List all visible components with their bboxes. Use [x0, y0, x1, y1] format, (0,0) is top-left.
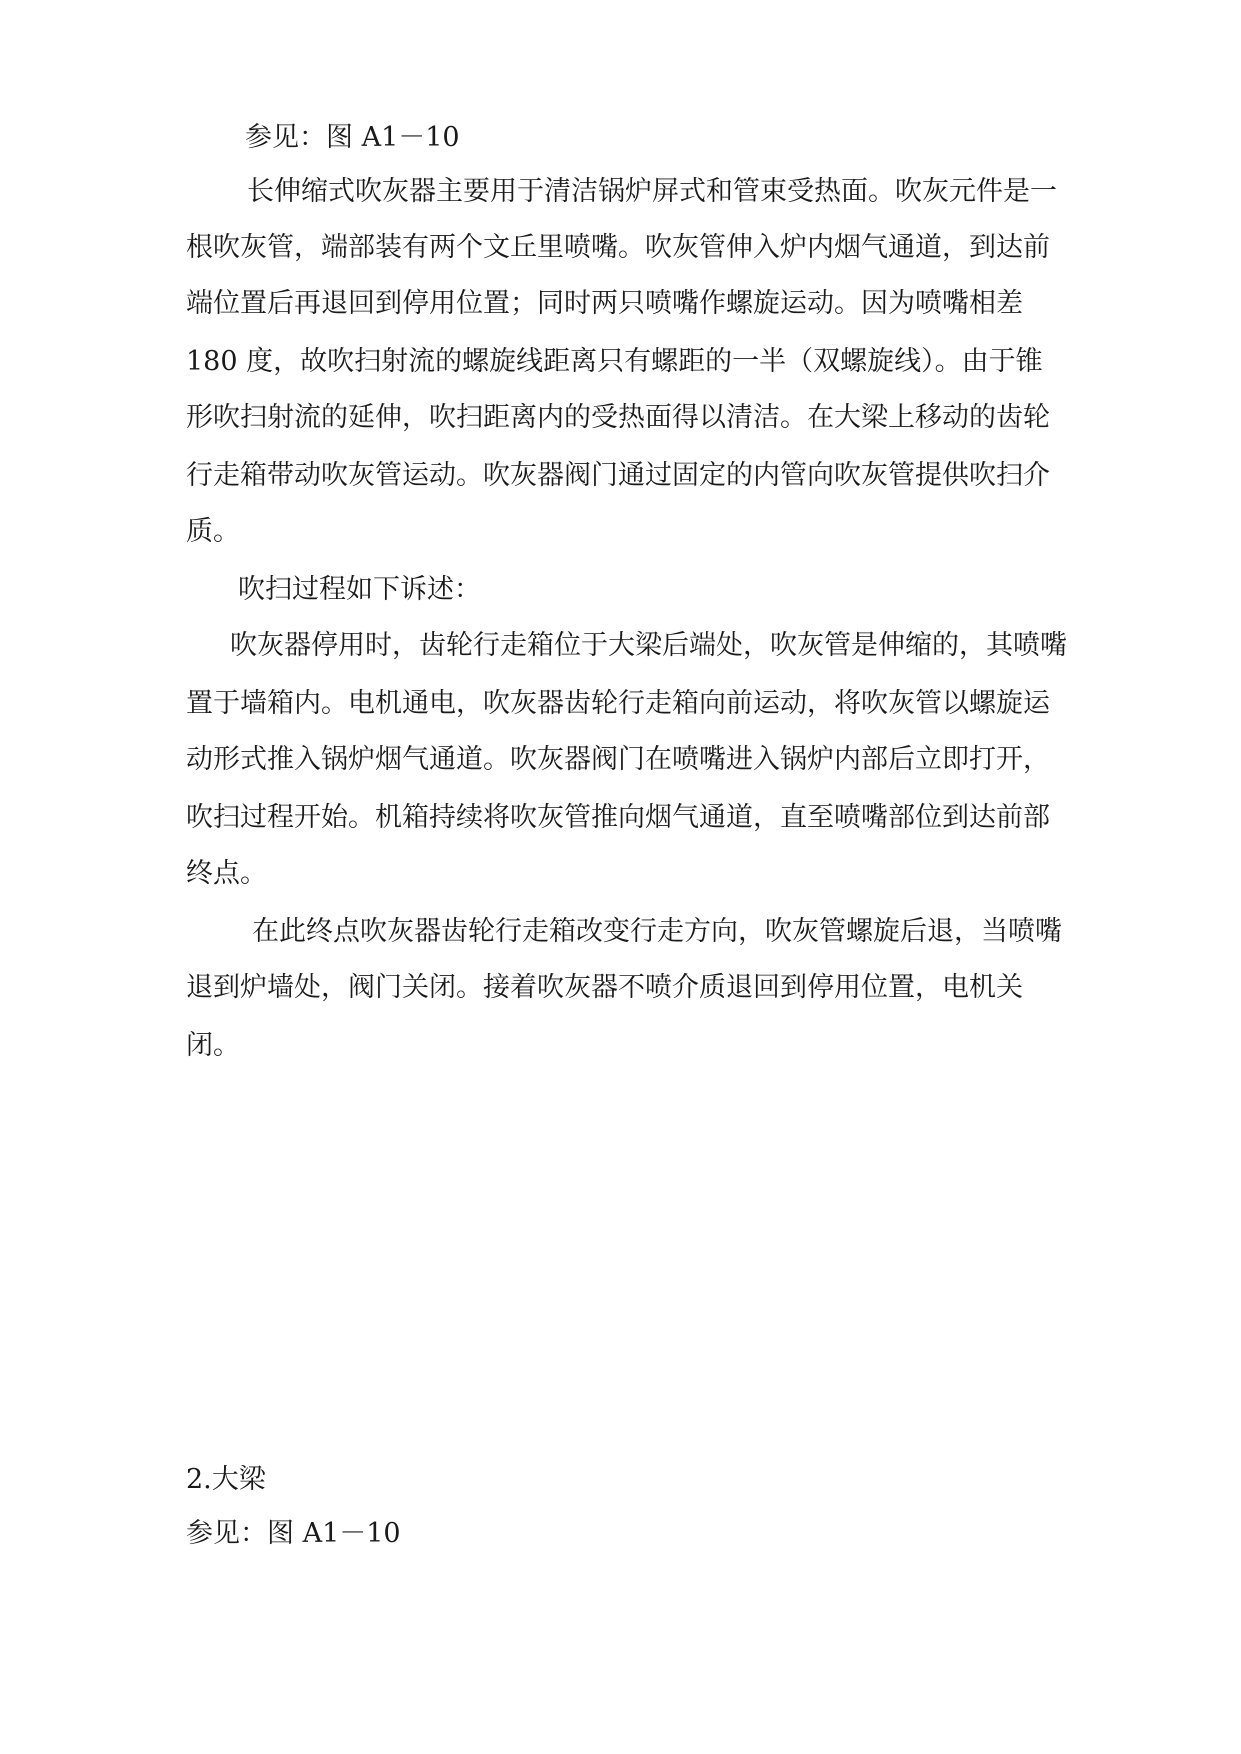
paragraph-line: 长伸缩式吹灰器主要用于清洁锅炉屏式和管束受热面。吹灰元件是一 — [247, 176, 1057, 207]
paragraph-line: 180 度，故吹扫射流的螺旋线距离只有螺距的一半（双螺旋线）。由于锥 — [186, 346, 1043, 377]
paragraph-line: 闭。 — [186, 1030, 240, 1061]
paragraph-line: 动形式推入锅炉烟气通道。吹灰器阀门在喷嘴进入锅炉内部后立即打开， — [186, 744, 1050, 775]
paragraph-line: 终点。 — [186, 858, 267, 889]
paragraph-line: 退到炉墙处，阀门关闭。接着吹灰器不喷介质退回到停用位置，电机关 — [186, 972, 1023, 1003]
paragraph-line: 置于墙箱内。电机通电，吹灰器齿轮行走箱向前运动，将吹灰管以螺旋运 — [186, 688, 1050, 719]
paragraph-line: 在此终点吹灰器齿轮行走箱改变行走方向，吹灰管螺旋后退，当喷嘴 — [252, 916, 1062, 947]
paragraph-line: 吹灰器停用时，齿轮行走箱位于大梁后端处，吹灰管是伸缩的，其喷嘴 — [230, 630, 1067, 661]
paragraph-line: 根吹灰管，端部装有两个文丘里喷嘴。吹灰管伸入炉内烟气通道，到达前 — [186, 232, 1050, 263]
figure-reference-bottom: 参见：图 A1－10 — [186, 1518, 401, 1549]
paragraph-line: 行走箱带动吹灰管运动。吹灰器阀门通过固定的内管向吹灰管提供吹扫介 — [186, 460, 1050, 491]
section-heading: 2.大梁 — [186, 1464, 266, 1495]
paragraph-line: 形吹扫射流的延伸，吹扫距离内的受热面得以清洁。在大梁上移动的齿轮 — [186, 402, 1050, 433]
process-heading: 吹扫过程如下诉述： — [238, 574, 481, 605]
paragraph-line: 端位置后再退回到停用位置；同时两只喷嘴作螺旋运动。因为喷嘴相差 — [186, 288, 1023, 319]
paragraph-line: 质。 — [186, 516, 240, 547]
paragraph-line: 吹扫过程开始。机箱持续将吹灰管推向烟气通道，直至喷嘴部位到达前部 — [186, 802, 1050, 833]
figure-reference-top: 参见：图 A1－10 — [245, 122, 460, 153]
